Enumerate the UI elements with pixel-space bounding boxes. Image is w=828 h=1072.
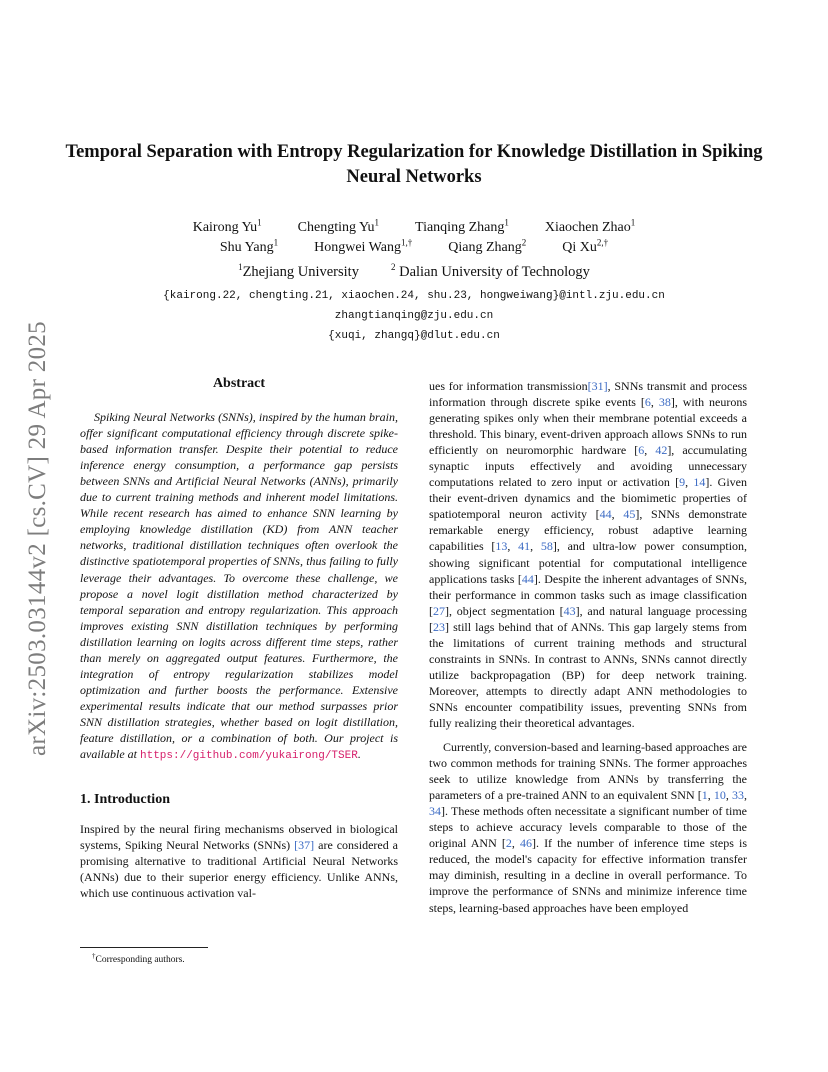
affiliations [60, 262, 768, 282]
abstract-end: . [357, 747, 361, 762]
affiliation-marker: 1 [238, 262, 243, 273]
text-run: are considered a promising alternative to traditional Artificial Neural Networks (ANNs) due to their superior energy efficiency. Unlike ANNs, which use continuous activation val- [80, 838, 399, 901]
section-heading-introduction: 1. Introduction [80, 792, 170, 808]
text-run: , [644, 443, 656, 458]
author-name [562, 238, 608, 258]
citation-link[interactable]: 43 [563, 603, 576, 618]
author-name [448, 238, 526, 258]
citation-link[interactable]: 23 [433, 619, 445, 634]
text-run: , [744, 788, 748, 803]
paper-title: Temporal Separation with Entropy Regularization for Knowledge Distillation in Spiking Neural Networks [65, 142, 763, 187]
author-name-text: Hongwei Wang [314, 240, 401, 255]
text-run: , [685, 475, 694, 490]
footnote-marker: † [92, 952, 96, 960]
citation-link[interactable]: 27 [433, 603, 445, 618]
text-run: Inspired by the neural firing mechanisms observed in biological systems, Spiking Neural Networks (SNNs) [80, 822, 398, 853]
text-run: , [530, 539, 541, 554]
author-name-text: Tianqing Zhang [415, 220, 505, 235]
arxiv-identifier-stamp: arXiv:2503.03144v2 [cs.CV] 29 Apr 2025 [24, 321, 51, 756]
email-line: {kairong.22, chengting.21, xiaochen.24, shu.23, hongweiwang}@intl.zju.edu.cn [163, 290, 665, 302]
text-run: ]. If the number of inference time steps is reduced, the model's capacity for effective information transfer may diminish, resulting in a decline in overall performance. To improve the performance of SNNs and minimize inference time steps, learning-based approaches have been employed [429, 836, 748, 915]
author-affiliation-marker: 1 [630, 217, 636, 228]
text-run: , [507, 539, 519, 554]
citation-link[interactable]: [37] [294, 838, 315, 853]
citation-link[interactable]: [31] [587, 379, 608, 393]
author-affiliation-marker: 1 [273, 237, 279, 248]
email-list [60, 286, 768, 346]
intro-paragraph-right-1 [429, 378, 747, 731]
citation-link[interactable]: 42 [655, 443, 668, 458]
author-block [60, 218, 768, 346]
author-name-text: Qiang Zhang [448, 240, 522, 255]
author-name [298, 218, 379, 238]
author-name [415, 218, 509, 238]
text-run: Currently, conversion-based and learning-based approaches are two common methods for training SNNs. The former approaches seek to utilize knowledge from ANNs by transferring the parameters of a pre-trained ANN to an equivalent SNN [ [429, 740, 747, 803]
affiliation-marker: 2 [390, 262, 396, 273]
citation-link[interactable]: 33 [732, 788, 745, 803]
text-run: ], object segmentation [ [445, 603, 564, 618]
text-run: ues for information transmission [429, 379, 588, 393]
project-link[interactable]: https://github.com/yukairong/TSER [140, 750, 358, 763]
citation-link[interactable]: 45 [623, 507, 636, 522]
author-name [220, 238, 278, 258]
citation-link[interactable]: 6 [638, 443, 645, 458]
author-name [545, 218, 635, 238]
intro-paragraph-right-2 [429, 739, 747, 916]
author-name [314, 238, 412, 258]
text-run: ], SNNs demonstrate remarkable energy efficiency, robust adaptive learning capabilities [ [429, 507, 748, 554]
author-affiliation-marker: 1 [257, 217, 262, 228]
author-name-text: Kairong Yu [192, 220, 258, 235]
citation-link[interactable]: 14 [693, 475, 706, 490]
citation-link[interactable]: 58 [540, 539, 553, 554]
author-affiliation-marker: 1 [504, 217, 509, 228]
citation-link[interactable]: 10 [713, 788, 726, 803]
text-run: , [611, 507, 624, 522]
affiliation [238, 262, 359, 282]
text-run: ], and ultra-low power consumption, showing significant potential for computational intelligence applications tasks [ [429, 539, 748, 586]
text-run: ] still lags behind that of ANNs. This gap largely stems from the limitations of current training methods and structural constraints in SNNs. In contrast to ANNs, SNNs cannot directly utilize backpropagation (BP) for deep network training. Moreover, attempts to directly adapt ANN methodologies to SNNs encounter compatibility issues, preventing SNNs from fully realizing their theoretical advantages. [429, 619, 747, 730]
text-run: , [650, 395, 659, 410]
email-line: {xuqi, zhangq}@dlut.edu.cn [328, 330, 500, 342]
citation-link[interactable]: 13 [495, 539, 508, 554]
citation-link[interactable]: 6 [644, 395, 651, 410]
affiliation [391, 262, 590, 282]
author-row-2 [60, 238, 768, 258]
abstract-heading: Abstract [212, 376, 266, 391]
author-name-text: Chengting Yu [297, 220, 375, 235]
affiliation-name: Dalian University of Technology [395, 264, 590, 280]
footnote-divider [80, 947, 208, 948]
text-run: ], with neurons generating spikes only when their membrane potential exceeds a threshold. This binary, event-driven approach allows SNNs to run efficiently on neuromorphic hardware [ [429, 395, 748, 458]
author-name-text: Qi Xu [562, 240, 597, 255]
citation-link[interactable]: 44 [521, 571, 534, 586]
text-run: , [707, 788, 714, 803]
author-name [193, 218, 262, 238]
text-run: ], accumulating synaptic inputs effectively and avoiding unnecessary computations related to zero input or activation [ [429, 443, 748, 490]
text-run: , [725, 788, 733, 803]
citation-link[interactable]: 9 [679, 475, 686, 490]
affiliation-name: Zhejiang University [242, 264, 359, 280]
citation-link[interactable]: 1 [701, 788, 708, 803]
citation-link[interactable]: 46 [519, 836, 532, 851]
right-column [429, 378, 747, 916]
text-run: ], and natural language processing [ [429, 603, 747, 634]
footnote [92, 952, 185, 965]
abstract-body: Spiking Neural Networks (SNNs), inspired by the human brain, offer significant computational efficiency through discrete spike-based information transfer. Despite their potential to reduce inference energy consumption, a performance gap persists between SNNs and Artificial Neural Networks (ANNs), primarily due to current training methods and inherent model limitations. While recent research has aimed to enhance SNN learning by employing knowledge distillation (KD) from ANN teacher networks, traditional distillation techniques often overlook the distinctive spatiotemporal properties of SNNs, thus failing to fully leverage their advantages. To overcome these challenge, we propose a novel logit distillation method characterized by temporal separation and entropy regularization. This approach improves existing SNN distillation techniques by performing distillation learning on logits across different time steps, rather than merely on aggregated output features. Furthermore, the integration of entropy regularization stabilizes model optimization and further boosts the performance. Extensive experimental results indicate that our method surpasses prior SNN distillation strategies, whether based on logit distillation, feature distillation, or a combination of both. Our project is available at [80, 410, 398, 762]
author-affiliation-marker: 1,† [400, 237, 413, 248]
footnote-text: Corresponding authors. [95, 955, 185, 966]
author-row-1 [60, 218, 768, 238]
author-name-text: Shu Yang [219, 240, 274, 255]
citation-link[interactable]: 38 [658, 395, 671, 410]
citation-link[interactable]: 44 [599, 507, 612, 522]
author-affiliation-marker: 2 [521, 237, 527, 248]
author-affiliation-marker: 2,† [596, 237, 609, 248]
text-run: ]. These methods often necessitate a significant number of time steps to achieve accuracy levels comparable to those of the original ANN [ [429, 804, 747, 851]
left-column [80, 376, 398, 901]
text-run: ]. Despite the inherent advantages of SNNs, their performance in common tasks such as image classification [ [429, 571, 748, 618]
citation-link[interactable]: 2 [505, 836, 512, 851]
citation-link[interactable]: 41 [518, 539, 531, 554]
text-run: , SNNs transmit and process information through discrete spike events [ [429, 379, 747, 410]
abstract-text [80, 409, 398, 764]
text-run: , [511, 836, 520, 851]
author-affiliation-marker: 1 [374, 217, 380, 228]
intro-paragraph-left [80, 821, 398, 901]
citation-link[interactable]: 34 [429, 804, 441, 819]
author-name-text: Xiaochen Zhao [544, 220, 631, 235]
email-line: zhangtianqing@zju.edu.cn [334, 310, 494, 322]
text-run: ]. Given their event-driven dynamics and the biomimetic properties of spatiotemporal neuron activity [ [429, 475, 748, 522]
